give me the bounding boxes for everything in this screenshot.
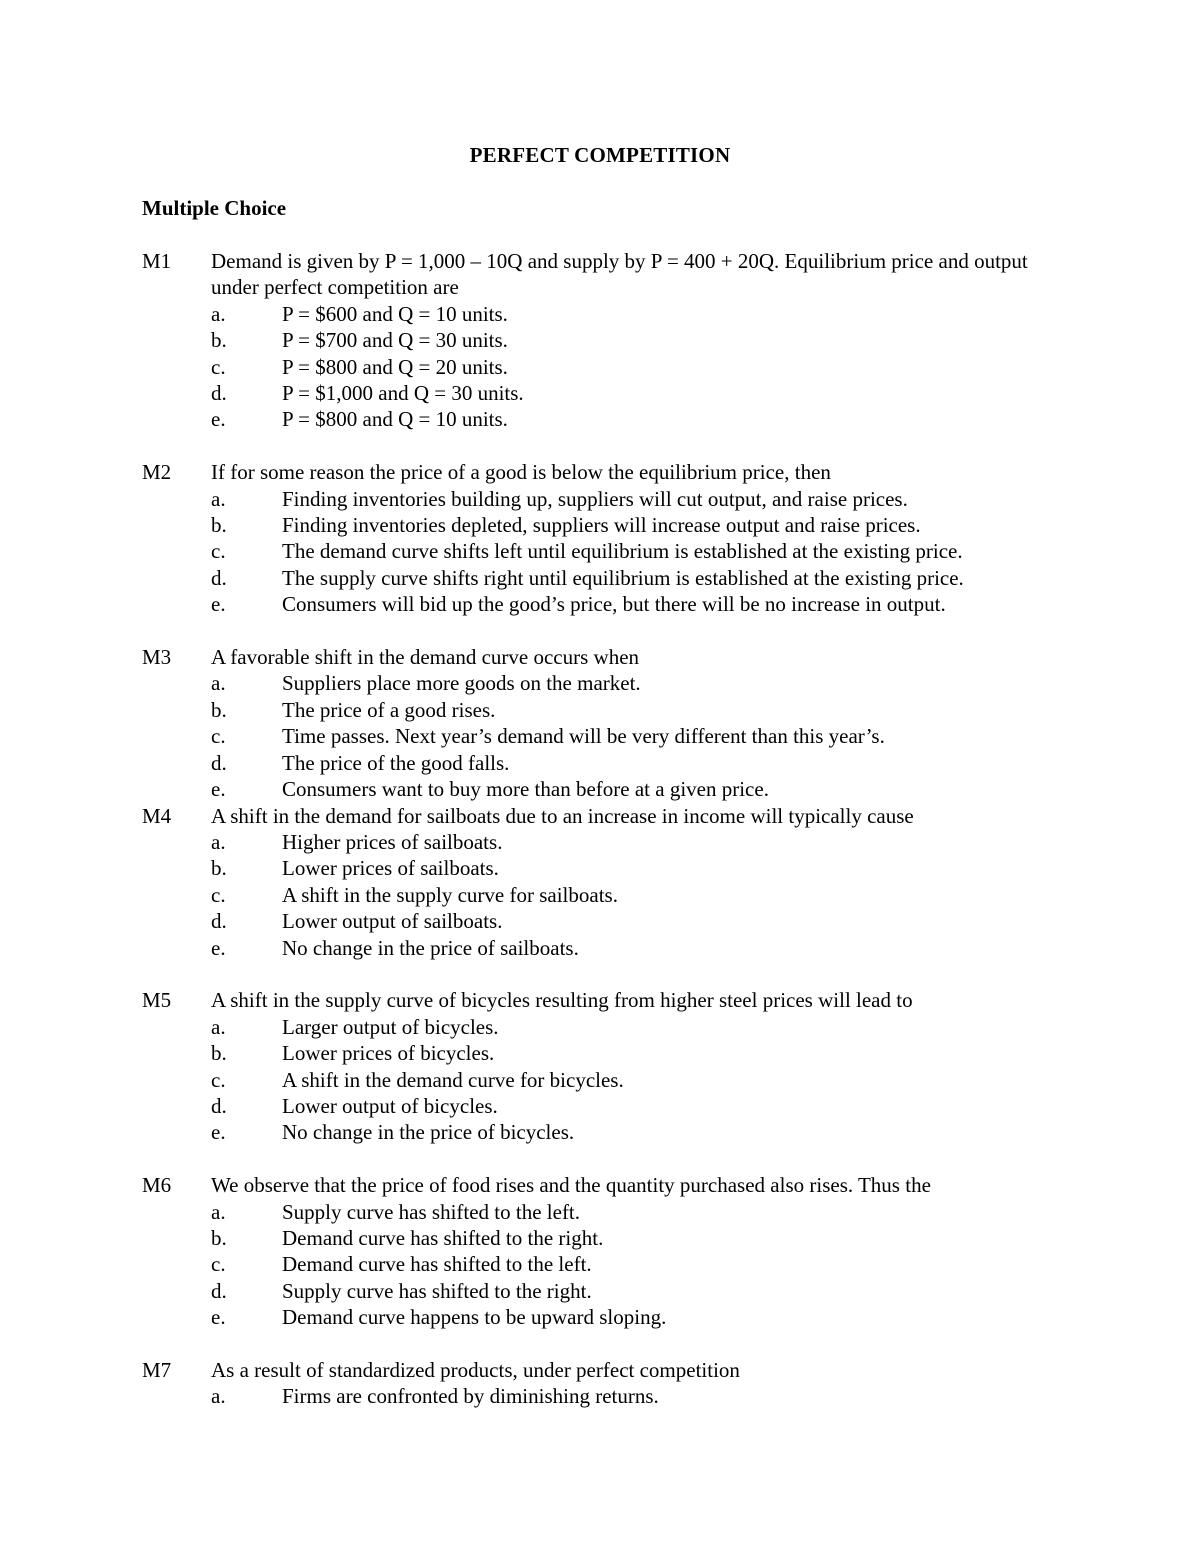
choice-letter: c. <box>211 1067 226 1092</box>
choice-text: No change in the price of bicycles. <box>282 1120 575 1145</box>
choice-text: A shift in the supply curve for sailboats. <box>282 882 618 907</box>
choice-item <box>142 406 1062 432</box>
choice-text: A shift in the demand curve for bicycles. <box>282 1067 624 1092</box>
choice-text: Lower output of bicycles. <box>282 1093 498 1118</box>
choice-letter: b. <box>211 1041 227 1066</box>
choice-item <box>142 1040 1062 1066</box>
choice-text: Firms are confronted by diminishing returns. <box>282 1384 659 1409</box>
choice-letter: b. <box>211 697 227 722</box>
question-stem: If for some reason the price of a good is below the equilibrium price, then <box>211 460 831 485</box>
choice-text: Supply curve has shifted to the left. <box>282 1199 581 1224</box>
choice-letter: c. <box>211 1252 226 1277</box>
choice-item <box>142 1383 1062 1409</box>
choice-item <box>142 1014 1062 1040</box>
question-stem: As a result of standardized products, under perfect competition <box>211 1357 740 1382</box>
choice-text: Demand curve has shifted to the right. <box>282 1225 604 1250</box>
section-heading: Multiple Choice <box>142 196 287 220</box>
choice-letter: e. <box>211 407 226 432</box>
choice-item <box>142 1278 1062 1304</box>
choice-letter: e. <box>211 1305 226 1330</box>
choice-item <box>142 380 1062 406</box>
choice-letter: b. <box>211 513 227 538</box>
choice-text: P = $600 and Q = 10 units. <box>282 301 508 326</box>
choice-letter: a. <box>211 1199 226 1224</box>
choice-list <box>142 1014 1062 1146</box>
question-number: M7 <box>142 1357 172 1382</box>
choice-text: P = $1,000 and Q = 30 units. <box>282 381 524 406</box>
choice-item <box>142 697 1062 723</box>
choice-item <box>142 1067 1062 1093</box>
question-m1 <box>142 248 1062 433</box>
choice-text: The price of the good falls. <box>282 750 510 775</box>
choice-text: Higher prices of sailboats. <box>282 829 503 854</box>
choice-item <box>142 1093 1062 1119</box>
question-number: M3 <box>142 645 172 670</box>
question-stem: Demand is given by P = 1,000 – 10Q and supply by P = 400 + 20Q. Equilibrium price and output under perfect competition are <box>211 249 1028 300</box>
choice-letter: a. <box>211 829 226 854</box>
choice-item <box>142 486 1062 512</box>
choice-letter: d. <box>211 381 227 406</box>
choice-text: Lower prices of bicycles. <box>282 1041 495 1066</box>
choice-item <box>142 565 1062 591</box>
choice-text: Consumers want to buy more than before at a given price. <box>282 777 769 802</box>
choice-letter: c. <box>211 539 226 564</box>
choice-letter: c. <box>211 354 226 379</box>
choice-text: P = $700 and Q = 30 units. <box>282 328 508 353</box>
choice-item <box>142 1119 1062 1145</box>
choice-letter: b. <box>211 1225 227 1250</box>
question-number: M1 <box>142 249 172 273</box>
choice-letter: c. <box>211 882 226 907</box>
choice-item <box>142 776 1062 802</box>
choice-letter: a. <box>211 301 226 326</box>
page-title: PERFECT COMPETITION <box>469 143 731 167</box>
choice-letter: a. <box>211 671 226 696</box>
choice-item <box>142 829 1062 855</box>
choice-letter: a. <box>211 1384 226 1409</box>
question-number: M2 <box>142 460 172 485</box>
choice-letter: b. <box>211 856 227 881</box>
question-m4 <box>142 803 1062 961</box>
choice-letter: d. <box>211 1093 227 1118</box>
choice-item <box>142 301 1062 327</box>
choice-item <box>142 1251 1062 1277</box>
question-m3 <box>142 644 1062 802</box>
choice-list <box>142 486 1062 618</box>
choice-list <box>142 1383 1062 1409</box>
choice-list <box>142 301 1062 433</box>
question-stem: A shift in the supply curve of bicycles resulting from higher steel prices will lead to <box>211 988 913 1013</box>
question-m6 <box>142 1172 1062 1330</box>
choice-letter: d. <box>211 750 227 775</box>
choice-text: Supply curve has shifted to the right. <box>282 1278 592 1303</box>
question-m7 <box>142 1357 1062 1410</box>
choice-item <box>142 855 1062 881</box>
choice-text: Lower prices of sailboats. <box>282 856 499 881</box>
choice-text: The price of a good rises. <box>282 697 496 722</box>
question-stem: We observe that the price of food rises and the quantity purchased also rises. Thus the <box>211 1173 931 1198</box>
choice-text: Time passes. Next year’s demand will be very different than this year’s. <box>282 724 885 749</box>
choice-item <box>142 723 1062 749</box>
question-number: M6 <box>142 1173 172 1198</box>
choice-letter: e. <box>211 777 226 802</box>
choice-item <box>142 908 1062 934</box>
choice-text: Suppliers place more goods on the market. <box>282 671 641 696</box>
choice-text: Finding inventories building up, suppliers will cut output, and raise prices. <box>282 486 908 511</box>
choice-letter: d. <box>211 909 227 934</box>
choice-letter: a. <box>211 486 226 511</box>
question-m5 <box>142 987 1062 1145</box>
question-stem: A shift in the demand for sailboats due to an increase in income will typically cause <box>211 803 914 828</box>
choice-item <box>142 354 1062 380</box>
choice-text: P = $800 and Q = 10 units. <box>282 407 508 432</box>
choice-list <box>142 1199 1062 1331</box>
choice-letter: d. <box>211 1278 227 1303</box>
choice-text: Lower output of sailboats. <box>282 909 503 934</box>
choice-item <box>142 538 1062 564</box>
choice-text: Larger output of bicycles. <box>282 1014 499 1039</box>
choice-text: The demand curve shifts left until equilibrium is established at the existing price. <box>282 539 963 564</box>
choice-text: Demand curve happens to be upward sloping. <box>282 1305 667 1330</box>
question-m2 <box>142 459 1062 617</box>
choice-item <box>142 591 1062 617</box>
choice-item <box>142 1304 1062 1330</box>
choice-letter: c. <box>211 724 226 749</box>
choice-item <box>142 750 1062 776</box>
choice-letter: d. <box>211 565 227 590</box>
choice-letter: e. <box>211 935 226 960</box>
question-stem: A favorable shift in the demand curve occurs when <box>211 645 640 670</box>
choice-letter: e. <box>211 1120 226 1145</box>
choice-text: P = $800 and Q = 20 units. <box>282 354 508 379</box>
choice-text: No change in the price of sailboats. <box>282 935 579 960</box>
choice-item <box>142 882 1062 908</box>
choice-letter: a. <box>211 1014 226 1039</box>
choice-item <box>142 935 1062 961</box>
choice-list <box>142 670 1062 802</box>
choice-letter: b. <box>211 328 227 353</box>
question-list <box>142 248 1062 1410</box>
choice-text: The supply curve shifts right until equilibrium is established at the existing price. <box>282 565 964 590</box>
choice-list <box>142 829 1062 961</box>
choice-letter: e. <box>211 592 226 617</box>
question-number: M5 <box>142 988 172 1013</box>
choice-item <box>142 512 1062 538</box>
choice-text: Consumers will bid up the good’s price, but there will be no increase in output. <box>282 592 946 617</box>
choice-item <box>142 327 1062 353</box>
choice-item <box>142 1225 1062 1251</box>
choice-text: Demand curve has shifted to the left. <box>282 1252 592 1277</box>
choice-item <box>142 1199 1062 1225</box>
question-number: M4 <box>142 803 172 828</box>
choice-item <box>142 670 1062 696</box>
choice-text: Finding inventories depleted, suppliers will increase output and raise prices. <box>282 513 921 538</box>
